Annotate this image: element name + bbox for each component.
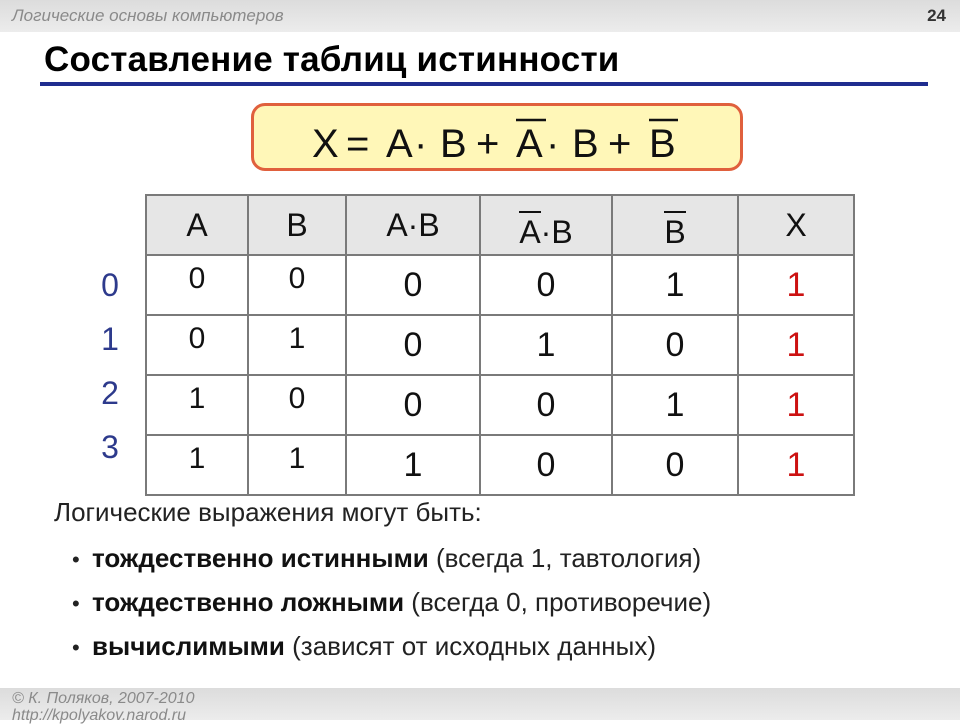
cell-not-b: 0	[612, 315, 738, 375]
cell-b: 0	[248, 375, 346, 435]
cell-a: 0	[146, 255, 248, 315]
cell-x: 1	[738, 375, 854, 435]
footer-bar	[0, 688, 960, 724]
header-not-b-term: B	[664, 211, 685, 248]
cell-not-a-and-b: 0	[480, 375, 612, 435]
row-index: 2	[101, 375, 119, 411]
cell-not-b: 1	[612, 375, 738, 435]
header-x: X	[738, 195, 854, 255]
formula-eq: =	[346, 122, 370, 166]
formula-term3-b: B	[649, 122, 676, 166]
cell-a: 1	[146, 435, 248, 495]
bullet-term: тождественно истинными	[92, 543, 429, 573]
header-b: B	[248, 195, 346, 255]
page-number: 24	[927, 6, 946, 25]
course-title: Логические основы компьютеров	[12, 6, 284, 25]
cell-a-and-b: 0	[346, 255, 480, 315]
cell-b: 0	[248, 255, 346, 315]
formula-x: X	[312, 122, 339, 166]
header-not-a-and-b	[480, 195, 612, 255]
formula-box	[251, 103, 743, 171]
cell-b: 1	[248, 435, 346, 495]
formula-plus1: +	[476, 122, 500, 166]
footer-copyright: © К. Поляков, 2007-2010	[12, 690, 195, 707]
formula-term2-a: A	[516, 122, 543, 166]
list-item	[72, 582, 711, 626]
cell-not-a-and-b: 1	[480, 315, 612, 375]
cell-x: 1	[738, 315, 854, 375]
formula-term1-b: B	[440, 122, 467, 166]
list-item	[72, 626, 711, 670]
cell-not-b: 1	[612, 255, 738, 315]
cell-a-and-b: 0	[346, 375, 480, 435]
bullet-icon: •	[72, 591, 80, 616]
cell-not-b: 0	[612, 435, 738, 495]
list-item	[72, 538, 711, 582]
table-header-row	[146, 195, 854, 255]
formula-term1-a: A	[386, 122, 413, 166]
bullet-icon: •	[72, 635, 80, 660]
bullet-detail: (всегда 0, противоречие)	[404, 587, 712, 617]
header-not-b	[612, 195, 738, 255]
cell-a: 1	[146, 375, 248, 435]
cell-b: 1	[248, 315, 346, 375]
row-index-column	[98, 254, 122, 470]
cell-a-and-b: 1	[346, 435, 480, 495]
cell-x: 1	[738, 435, 854, 495]
bullet-detail: (зависят от исходных данных)	[284, 631, 656, 661]
cell-x: 1	[738, 255, 854, 315]
table-row	[146, 375, 854, 435]
table-row	[146, 255, 854, 315]
truth-table	[145, 194, 855, 496]
cell-not-a-and-b: 0	[480, 255, 612, 315]
header-not-a: A	[519, 211, 540, 248]
formula-plus2: +	[608, 122, 632, 166]
row-index: 0	[101, 267, 119, 303]
intro-text: Логические выражения могут быть:	[54, 497, 482, 527]
header-dot: ·	[540, 214, 552, 250]
bullet-icon: •	[72, 547, 80, 572]
row-index: 1	[101, 321, 119, 357]
row-index: 3	[101, 429, 119, 465]
header-bar	[0, 0, 960, 32]
table-row	[146, 315, 854, 375]
bullet-term: вычислимыми	[92, 631, 285, 661]
footer-url: http://kpolyakov.narod.ru	[12, 707, 187, 724]
slide-title: Составление таблиц истинности	[44, 40, 620, 79]
title-underline	[40, 82, 928, 86]
cell-a: 0	[146, 315, 248, 375]
bullet-list	[72, 538, 711, 670]
bullet-term: тождественно ложными	[92, 587, 405, 617]
formula-term2-b: B	[572, 122, 599, 166]
header-a: A	[146, 195, 248, 255]
cell-a-and-b: 0	[346, 315, 480, 375]
table-row	[146, 435, 854, 495]
bullet-detail: (всегда 1, тавтология)	[428, 543, 702, 573]
formula-dot2: ·	[546, 122, 560, 166]
formula	[254, 106, 740, 168]
header-a-and-b: A·B	[346, 195, 480, 255]
formula-dot1: ·	[414, 122, 428, 166]
header-b-term: B	[551, 214, 573, 250]
cell-not-a-and-b: 0	[480, 435, 612, 495]
